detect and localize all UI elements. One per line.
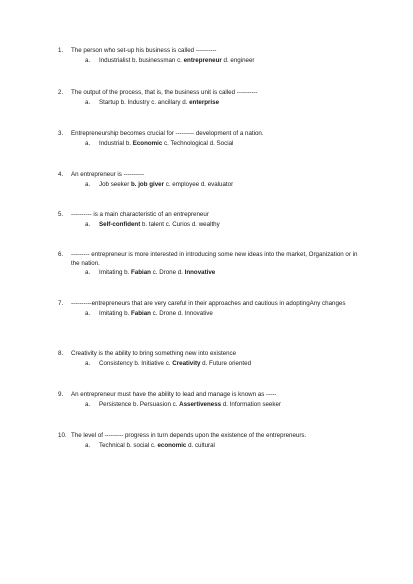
option-segment: Startup b. Industry c. ancillary d. [99, 98, 190, 106]
question-number: 3. [58, 130, 64, 137]
question-number: 9. [58, 391, 64, 398]
option-text [99, 99, 219, 108]
option-segment: Persistence b. Persuasion c. [99, 400, 180, 408]
option-segment: Imitating b. [99, 269, 131, 277]
question-text: An entrepreneur is ---------- [71, 171, 145, 178]
correct-answer: economic [157, 441, 187, 449]
option-letter: a. [85, 359, 91, 367]
option-segment: c. employee d. evaluator [164, 180, 234, 188]
option-text [99, 442, 215, 451]
answer-options [85, 360, 358, 369]
correct-answer: enterprise [189, 98, 220, 106]
question-item [58, 391, 358, 409]
question-number: 5. [58, 211, 64, 218]
option-segment: Industrial b. [99, 139, 133, 147]
answer-options [85, 442, 358, 451]
option-segment: Job seeker [99, 180, 131, 188]
option-letter: a. [85, 400, 91, 408]
answer-options [85, 269, 358, 278]
option-segment: c. Drone d. Innovative [150, 309, 213, 317]
answer-options [85, 221, 358, 230]
question-text: ---------- is a main characteristic of an entrepreneur [71, 211, 209, 218]
answer-options [85, 99, 358, 108]
question-item [58, 130, 358, 148]
correct-answer: Assertiveness [179, 400, 222, 408]
question-item [58, 251, 358, 278]
correct-answer: entrepreneur [183, 56, 222, 64]
question-number: 4. [58, 171, 64, 178]
answer-options [85, 401, 358, 410]
option-segment: d. Information seeker [221, 400, 281, 408]
option-letter: a. [85, 139, 91, 147]
option-segment: d. cultural [186, 441, 215, 449]
option-text [99, 221, 220, 230]
option-letter: a. [85, 56, 91, 64]
option-text [99, 181, 233, 190]
option-segment: Imitating b. [99, 309, 131, 317]
question-text: The output of the process, that is, the business unit is called ---------- [71, 89, 258, 96]
option-letter: a. [85, 269, 91, 277]
answer-options [85, 181, 358, 190]
option-letter: a. [85, 441, 91, 449]
question-text: ----------entrepreneurs that are very careful in their approaches and cautious in adoptingAny changes [71, 300, 346, 307]
question-item [58, 300, 358, 318]
question-item [58, 171, 358, 189]
option-letter: a. [85, 220, 91, 228]
answer-options [85, 140, 358, 149]
answer-options [85, 57, 358, 66]
option-text [99, 310, 213, 319]
question-number: 1. [58, 47, 64, 54]
correct-answer: Self-confident [99, 220, 141, 228]
option-segment: d. engineer [221, 56, 255, 64]
correct-answer: Creativity [172, 359, 201, 367]
option-segment: b. talent c. Curios d. wealthy [140, 220, 220, 228]
option-segment: Technical b. social c. [99, 441, 158, 449]
answer-options [85, 310, 358, 319]
correct-answer: b. job giver [131, 180, 165, 188]
option-letter: a. [85, 180, 91, 188]
question-item [58, 211, 358, 229]
question-text: Creativity is the ability to bring something new into existence [71, 350, 237, 357]
option-letter: a. [85, 309, 91, 317]
question-number: 7. [58, 300, 64, 307]
question-item [58, 47, 358, 65]
option-text [99, 140, 233, 149]
question-item [58, 89, 358, 107]
question-text: The person who set-up his business is called ---------- [71, 47, 217, 54]
option-text [99, 360, 251, 369]
option-segment: Consistency b. Initiative c. [99, 359, 173, 367]
correct-answer: Innovative [184, 269, 216, 277]
question-item [58, 432, 358, 450]
question-number: 6. [58, 251, 64, 258]
question-text: Entrepreneurship becomes crucial for --------- development of a nation. [71, 130, 264, 137]
option-segment: c. Technological d. Social [162, 139, 234, 147]
question-text: --------- entrepreneur is more interested in introducing some new ideas into the market, Organization or in the nation. [71, 251, 358, 267]
correct-answer: Economic [132, 139, 163, 147]
option-segment: d. Future oriented [200, 359, 252, 367]
question-number: 2. [58, 89, 64, 96]
question-text: The level of --------- progress in turn depends upon the existence of the entrepreneurs. [71, 432, 307, 439]
option-text [99, 269, 215, 278]
question-number: 8. [58, 350, 64, 357]
question-item [58, 350, 358, 368]
question-number: 10. [58, 432, 67, 439]
option-letter: a. [85, 98, 91, 106]
option-text [99, 57, 254, 66]
question-text: An entrepreneur must have the ability to lead and manage is known as ----- [71, 391, 277, 398]
correct-answer: Fabian [130, 309, 151, 317]
option-segment: c. Drone d. [150, 269, 185, 277]
option-segment: Industrialist b. businessman c. [99, 56, 184, 64]
option-text [99, 401, 281, 410]
correct-answer: Fabian [130, 269, 151, 277]
